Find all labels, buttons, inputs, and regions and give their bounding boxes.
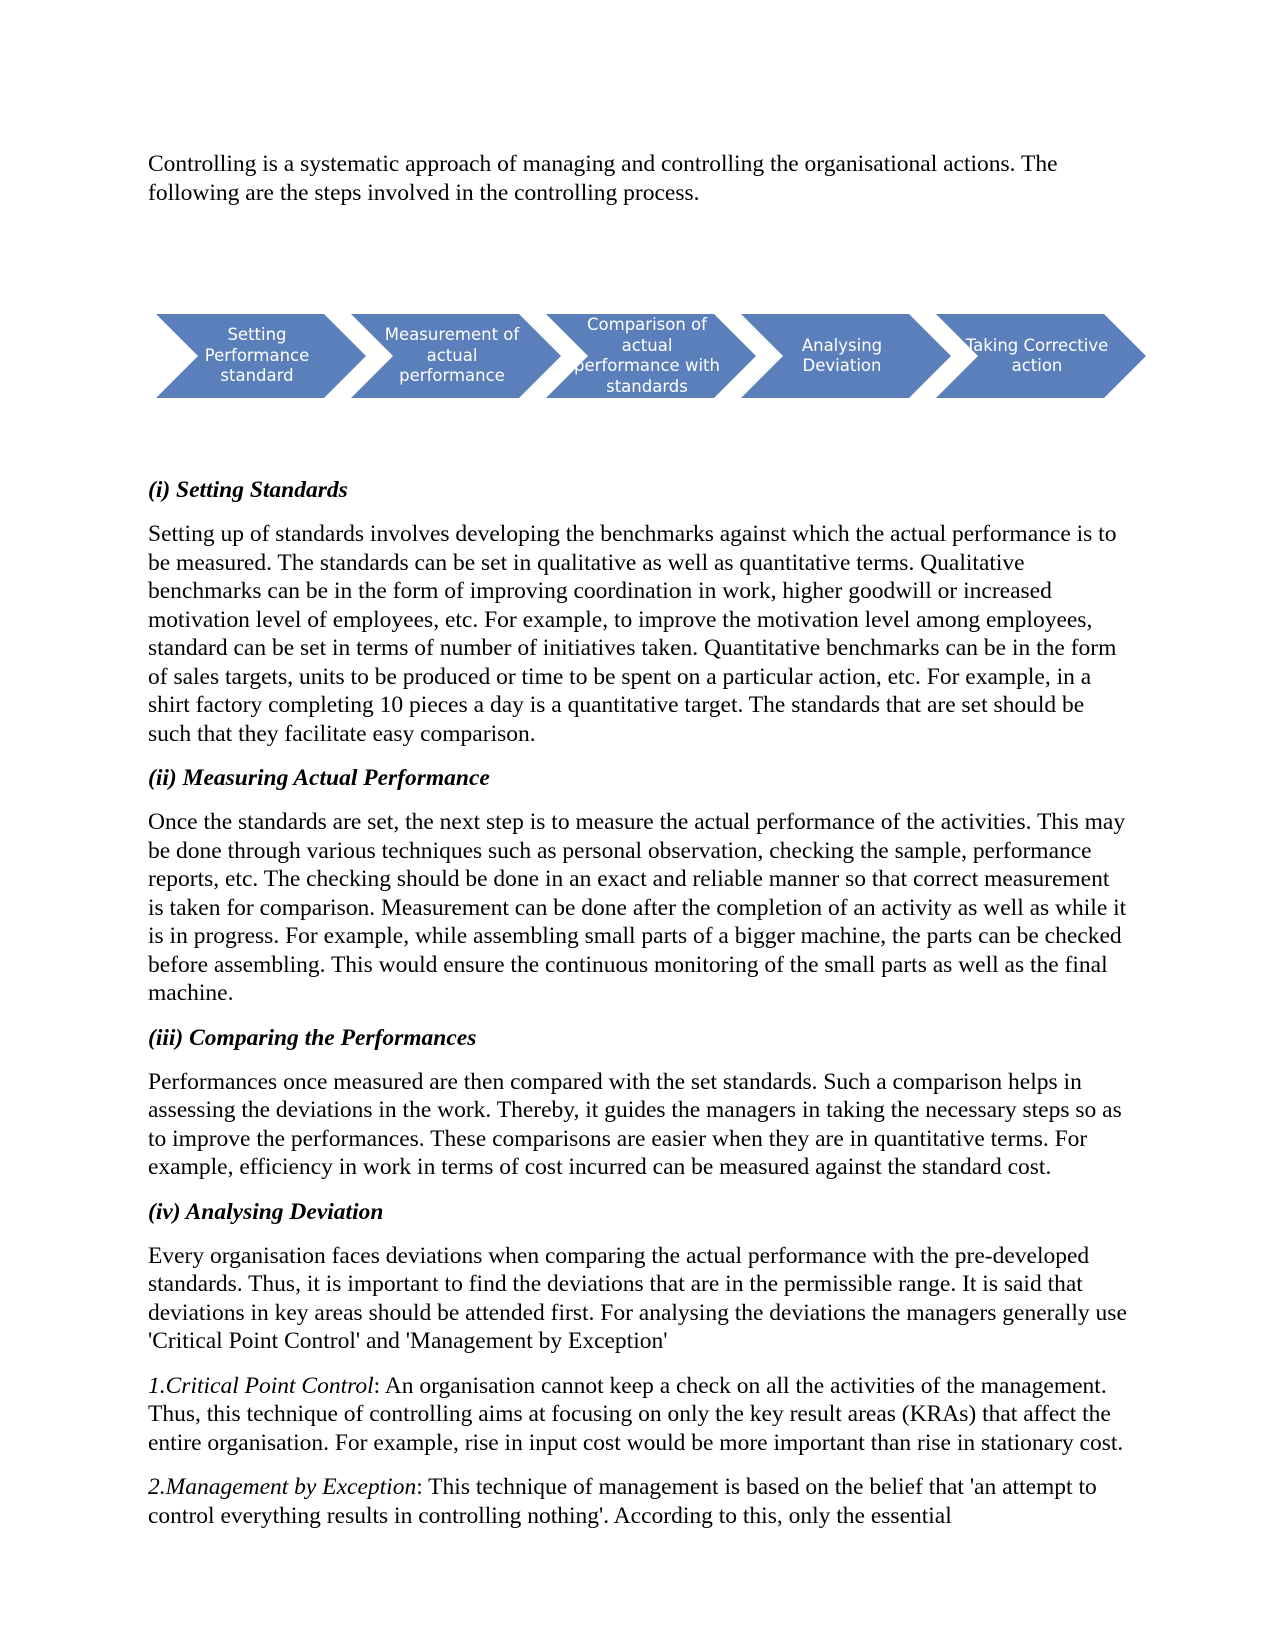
point-term: 1.Critical Point Control bbox=[148, 1372, 374, 1399]
section-measuring-performance bbox=[148, 764, 1128, 1008]
section-heading: (i) Setting Standards bbox=[148, 477, 348, 503]
point-critical-point-control bbox=[148, 1372, 1128, 1458]
process-step-1 bbox=[156, 314, 366, 398]
process-step-4 bbox=[741, 314, 951, 398]
point-text: : An organisation cannot keep a check on all the activities of the management. Thus, this technique of controlling aims at focusing on only the key result areas (KRAs) that affect the entire organisation. For example, rise in input cost would be more important than rise in stationary cost. bbox=[148, 1372, 1124, 1456]
process-step-label: Analysing Deviation bbox=[801, 335, 883, 375]
section-setting-standards bbox=[148, 476, 1128, 748]
section-body: Once the standards are set, the next step is to measure the actual performance of the activities. This may be done through various techniques such as personal observation, checking the sample, performance reports, etc. The checking should be done in an exact and reliable manner so that correct measurement is taken for comparison. Measurement can be done after the completion of an activity as well as while it is in progress. For example, while assembling small parts of a bigger machine, the parts can be checked before assembling. This would ensure the continuous monitoring of the small parts as well as the final machine. bbox=[148, 809, 1127, 1006]
process-step-label: Setting Performance standard bbox=[204, 325, 310, 386]
process-step-label: Measurement of actual performance bbox=[384, 325, 520, 386]
controlling-process-diagram bbox=[156, 314, 1128, 398]
section-heading: (iv) Analysing Deviation bbox=[148, 1198, 384, 1225]
section-body: Every organisation faces deviations when comparing the actual performance with the pre-developed standards. Thus, it is important to find the deviations that are in the permissible range. It is said that deviations in key areas should be attended first. For analysing the deviations the managers generally use 'Critical Point Control' and 'Management by Exception' bbox=[148, 1242, 1127, 1354]
section-heading: (ii) Measuring Actual Performance bbox=[148, 765, 490, 791]
process-step-5 bbox=[936, 314, 1146, 398]
section-heading: (iii) Comparing the Performances bbox=[148, 1024, 477, 1051]
point-text: : This technique of management is based on the belief that 'an attempt to control everything results in controlling nothing'. According to this, only the essential bbox=[148, 1474, 1097, 1529]
document-page bbox=[148, 150, 1128, 1546]
point-term: 2.Management by Exception bbox=[148, 1474, 417, 1500]
section-body: Performances once measured are then compared with the set standards. Such a comparison helps in assessing the deviations in the work. Thereby, it guides the managers in taking the necessary steps so as to improve the performances. These comparisons are easier when they are in quantitative terms. For example, efficiency in work in terms of cost incurred can be measured against the standard cost. bbox=[148, 1068, 1122, 1180]
section-body: Setting up of standards involves developing the benchmarks against which the actual performance is to be measured. The standards can be set in qualitative as well as quantitative terms. Qualitative benchmarks can be in the form of improving coordination in work, higher goodwill or increased motivation level of employees, etc. For example, to improve the motivation level among employees, standard can be set in terms of number of initiatives taken. Quantitative benchmarks can be in the form of sales targets, units to be produced or time to be spent on a particular action, etc. For example, in a shirt factory completing 10 pieces a day is a quantitative target. The standards that are set should be such that they facilitate easy comparison. bbox=[148, 521, 1117, 747]
process-step-label: Comparison of actual performance with standards bbox=[574, 315, 720, 396]
section-analysing-deviation bbox=[148, 1198, 1128, 1356]
point-management-by-exception bbox=[148, 1473, 1128, 1530]
process-step-3 bbox=[546, 314, 756, 398]
process-step-label: Taking Corrective action bbox=[965, 335, 1109, 375]
process-step-2 bbox=[351, 314, 561, 398]
intro-paragraph: Controlling is a systematic approach of managing and controlling the organisational actions. The following are the steps involved in the controlling process. bbox=[148, 151, 1058, 206]
section-comparing-performances bbox=[148, 1024, 1128, 1182]
